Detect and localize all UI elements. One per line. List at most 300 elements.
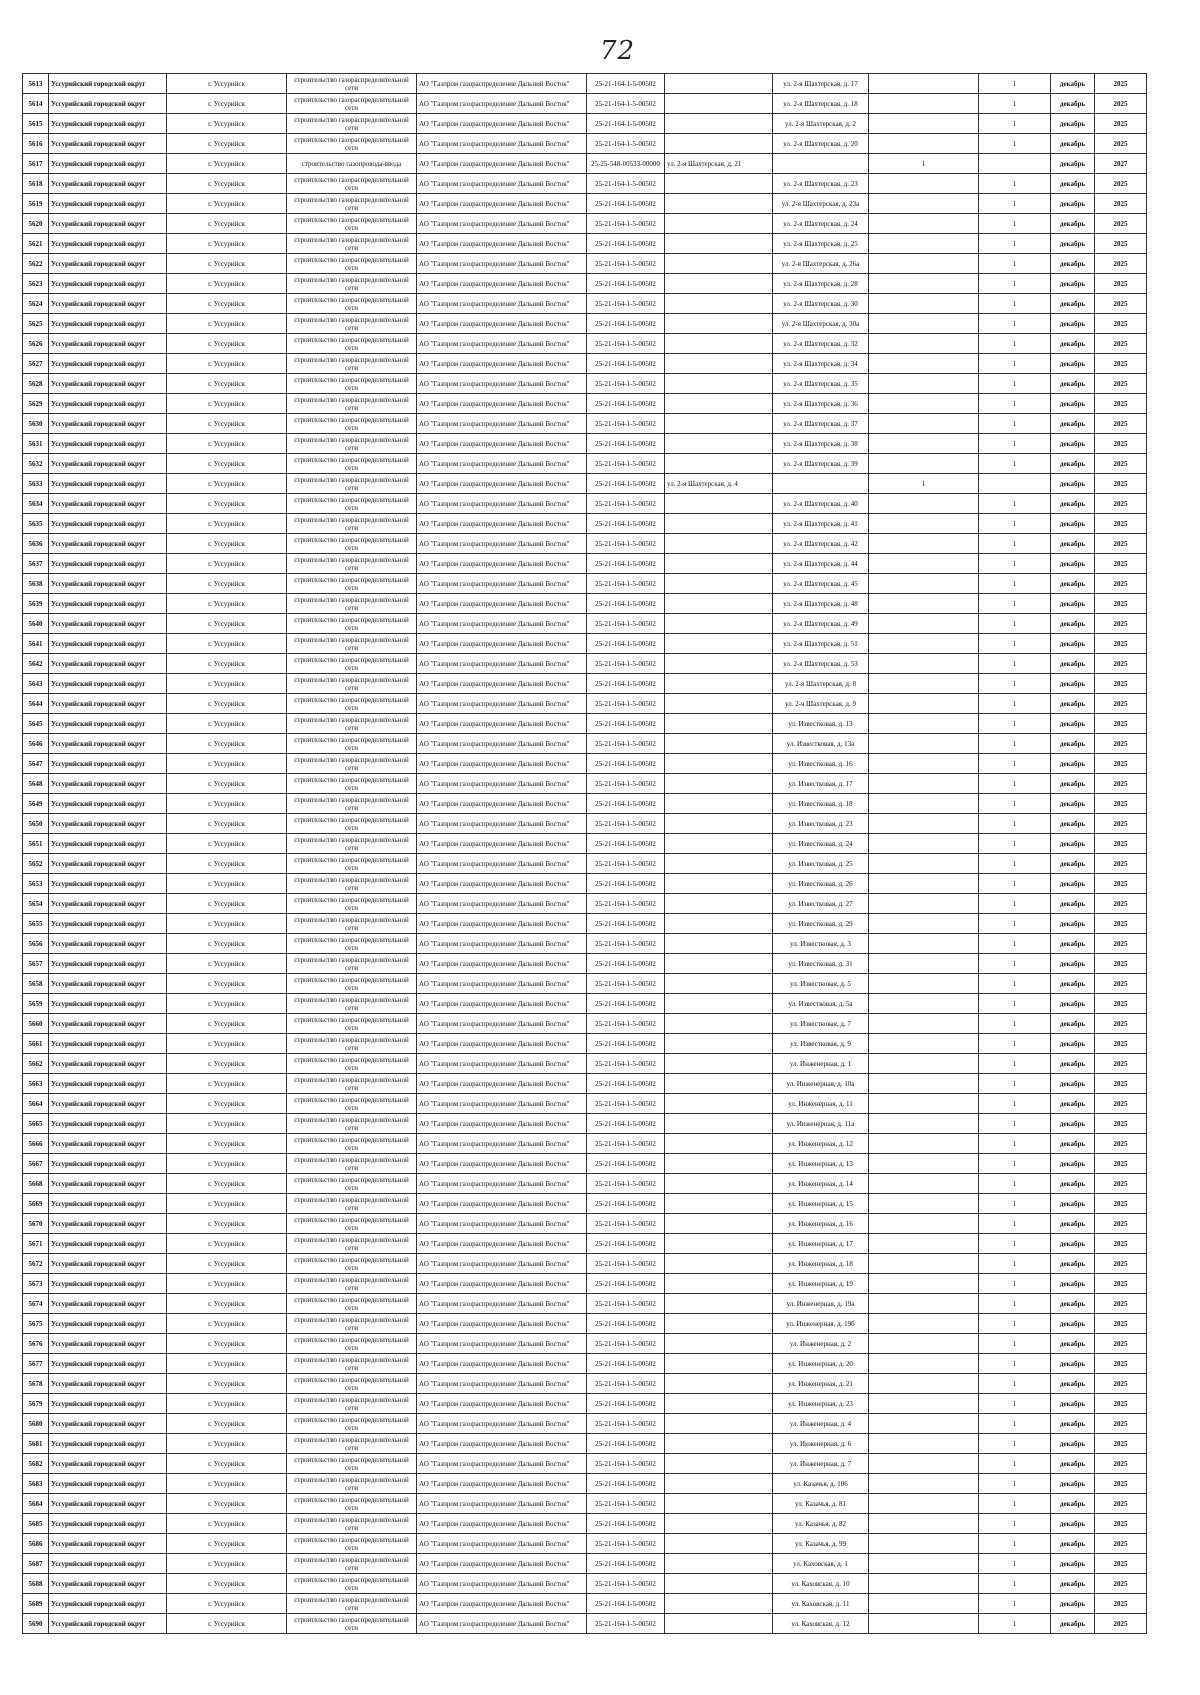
cadastral-code-cell: 25-21-164-1-5-00502 [587, 1134, 665, 1154]
organization-cell: АО "Газпром газораспределение Дальний Восток" [417, 674, 587, 694]
row-number: 5685 [23, 1514, 49, 1534]
organization-cell: АО "Газпром газораспределение Дальний Восток" [417, 1074, 587, 1094]
district-cell: Уссурийский городской округ [49, 1414, 167, 1434]
address-cell: ул. 2-я Шахтерская, д. 45 [773, 574, 869, 594]
address-cell [665, 514, 773, 534]
quantity-cell: 1 [979, 1054, 1051, 1074]
year-cell: 2025 [1095, 134, 1147, 154]
locality-cell: г. Уссурийск [167, 1174, 287, 1194]
address-cell: ул. Казачья, д. 99 [773, 1534, 869, 1554]
quantity-cell [869, 914, 979, 934]
locality-cell: г. Уссурийск [167, 854, 287, 874]
cadastral-code-cell: 25-21-164-1-5-00502 [587, 814, 665, 834]
address-cell: ул. Каховская, д. 1 [773, 1554, 869, 1574]
district-cell: Уссурийский городской округ [49, 1554, 167, 1574]
year-cell: 2025 [1095, 1534, 1147, 1554]
table-row [23, 634, 1147, 654]
quantity-cell: 1 [979, 734, 1051, 754]
locality-cell: г. Уссурийск [167, 254, 287, 274]
row-number: 5681 [23, 1434, 49, 1454]
district-cell: Уссурийский городской округ [49, 754, 167, 774]
row-number: 5622 [23, 254, 49, 274]
year-cell: 2025 [1095, 594, 1147, 614]
row-number: 5650 [23, 814, 49, 834]
address-cell [665, 1494, 773, 1514]
quantity-cell: 1 [979, 1574, 1051, 1594]
year-cell: 2025 [1095, 1274, 1147, 1294]
cadastral-code-cell: 25-21-164-1-5-00502 [587, 1394, 665, 1414]
address-cell: ул. 2-я Шахтерская, д. 18 [773, 94, 869, 114]
month-cell: декабрь [1051, 814, 1095, 834]
quantity-cell [869, 934, 979, 954]
address-cell: ул. Инженерная, д. 1 [773, 1054, 869, 1074]
work-type-cell: строительство газораспределительной сети [287, 474, 417, 494]
address-cell [665, 1614, 773, 1634]
year-cell: 2025 [1095, 74, 1147, 94]
district-cell: Уссурийский городской округ [49, 274, 167, 294]
month-cell: декабрь [1051, 754, 1095, 774]
locality-cell: г. Уссурийск [167, 674, 287, 694]
address-cell: ул. Известковая, д. 24 [773, 834, 869, 854]
month-cell: декабрь [1051, 1534, 1095, 1554]
quantity-cell: 1 [979, 994, 1051, 1014]
year-cell: 2025 [1095, 554, 1147, 574]
row-number: 5638 [23, 574, 49, 594]
work-type-cell: строительство газораспределительной сети [287, 1174, 417, 1194]
row-number: 5658 [23, 974, 49, 994]
quantity-cell [869, 214, 979, 234]
organization-cell: АО "Газпром газораспределение Дальний Восток" [417, 1514, 587, 1534]
locality-cell: г. Уссурийск [167, 694, 287, 714]
table-row [23, 314, 1147, 334]
year-cell: 2025 [1095, 1094, 1147, 1114]
district-cell: Уссурийский городской округ [49, 414, 167, 434]
organization-cell: АО "Газпром газораспределение Дальний Восток" [417, 894, 587, 914]
quantity-cell [869, 1114, 979, 1134]
address-cell [665, 874, 773, 894]
year-cell: 2025 [1095, 94, 1147, 114]
work-type-cell: строительство газораспределительной сети [287, 1074, 417, 1094]
row-number: 5677 [23, 1354, 49, 1374]
year-cell: 2025 [1095, 1394, 1147, 1414]
district-cell: Уссурийский городской округ [49, 914, 167, 934]
row-number: 5671 [23, 1234, 49, 1254]
quantity-cell: 1 [979, 1614, 1051, 1634]
address-cell: ул. Каховская, д. 10 [773, 1574, 869, 1594]
year-cell: 2025 [1095, 274, 1147, 294]
year-cell: 2025 [1095, 234, 1147, 254]
cadastral-code-cell: 25-21-164-1-5-00502 [587, 1514, 665, 1534]
row-number: 5653 [23, 874, 49, 894]
year-cell: 2025 [1095, 934, 1147, 954]
year-cell: 2025 [1095, 1154, 1147, 1174]
quantity-cell: 1 [979, 814, 1051, 834]
organization-cell: АО "Газпром газораспределение Дальний Восток" [417, 1394, 587, 1414]
month-cell: декабрь [1051, 1214, 1095, 1234]
quantity-cell [869, 1294, 979, 1314]
cadastral-code-cell: 25-21-164-1-5-00502 [587, 974, 665, 994]
quantity-cell [869, 974, 979, 994]
year-cell: 2025 [1095, 914, 1147, 934]
table-row [23, 594, 1147, 614]
address-cell [665, 1454, 773, 1474]
row-number: 5674 [23, 1294, 49, 1314]
month-cell: декабрь [1051, 1514, 1095, 1534]
work-type-cell: строительство газораспределительной сети [287, 1454, 417, 1474]
row-number: 5617 [23, 154, 49, 174]
year-cell: 2025 [1095, 674, 1147, 694]
district-cell: Уссурийский городской округ [49, 814, 167, 834]
locality-cell: г. Уссурийск [167, 454, 287, 474]
organization-cell: АО "Газпром газораспределение Дальний Восток" [417, 154, 587, 174]
work-type-cell: строительство газораспределительной сети [287, 514, 417, 534]
organization-cell: АО "Газпром газораспределение Дальний Восток" [417, 1154, 587, 1174]
locality-cell: г. Уссурийск [167, 1314, 287, 1334]
organization-cell: АО "Газпром газораспределение Дальний Восток" [417, 654, 587, 674]
year-cell: 2025 [1095, 194, 1147, 214]
quantity-cell: 1 [979, 714, 1051, 734]
address-cell [665, 1574, 773, 1594]
address-cell: ул. Инженерная, д. 6 [773, 1434, 869, 1454]
month-cell: декабрь [1051, 214, 1095, 234]
work-type-cell: строительство газораспределительной сети [287, 1534, 417, 1554]
year-cell: 2025 [1095, 1434, 1147, 1454]
locality-cell: г. Уссурийск [167, 794, 287, 814]
quantity-cell: 1 [979, 1154, 1051, 1174]
month-cell: декабрь [1051, 1494, 1095, 1514]
work-type-cell: строительство газораспределительной сети [287, 1034, 417, 1054]
address-cell [665, 714, 773, 734]
organization-cell: АО "Газпром газораспределение Дальний Восток" [417, 1334, 587, 1354]
locality-cell: г. Уссурийск [167, 1534, 287, 1554]
year-cell: 2025 [1095, 794, 1147, 814]
year-cell: 2025 [1095, 1254, 1147, 1274]
district-cell: Уссурийский городской округ [49, 154, 167, 174]
year-cell: 2025 [1095, 514, 1147, 534]
district-cell: Уссурийский городской округ [49, 494, 167, 514]
address-cell: ул. Известковая, д. 25 [773, 854, 869, 874]
address-cell [665, 814, 773, 834]
address-cell [665, 274, 773, 294]
organization-cell: АО "Газпром газораспределение Дальний Восток" [417, 194, 587, 214]
year-cell: 2025 [1095, 434, 1147, 454]
work-type-cell: строительство газораспределительной сети [287, 934, 417, 954]
row-number: 5613 [23, 74, 49, 94]
work-type-cell: строительство газораспределительной сети [287, 994, 417, 1014]
address-cell [665, 914, 773, 934]
table-row [23, 114, 1147, 134]
organization-cell: АО "Газпром газораспределение Дальний Восток" [417, 774, 587, 794]
work-type-cell: строительство газораспределительной сети [287, 1474, 417, 1494]
row-number: 5643 [23, 674, 49, 694]
cadastral-code-cell: 25-21-164-1-5-00502 [587, 1294, 665, 1314]
address-cell [773, 154, 869, 174]
year-cell: 2025 [1095, 1294, 1147, 1314]
organization-cell: АО "Газпром газораспределение Дальний Восток" [417, 414, 587, 434]
cadastral-code-cell: 25-21-164-1-5-00502 [587, 314, 665, 334]
organization-cell: АО "Газпром газораспределение Дальний Восток" [417, 1294, 587, 1314]
work-type-cell: строительство газораспределительной сети [287, 554, 417, 574]
year-cell: 2025 [1095, 1554, 1147, 1574]
address-cell [665, 594, 773, 614]
locality-cell: г. Уссурийск [167, 134, 287, 154]
district-cell: Уссурийский городской округ [49, 554, 167, 574]
address-cell [665, 1054, 773, 1074]
table-row [23, 574, 1147, 594]
locality-cell: г. Уссурийск [167, 1014, 287, 1034]
work-type-cell: строительство газораспределительной сети [287, 874, 417, 894]
year-cell: 2025 [1095, 894, 1147, 914]
work-type-cell: строительство газораспределительной сети [287, 1214, 417, 1234]
address-cell: ул. Известковая, д. 9 [773, 1034, 869, 1054]
organization-cell: АО "Газпром газораспределение Дальний Восток" [417, 474, 587, 494]
work-type-cell: строительство газораспределительной сети [287, 314, 417, 334]
work-type-cell: строительство газораспределительной сети [287, 214, 417, 234]
quantity-cell [869, 134, 979, 154]
row-number: 5672 [23, 1254, 49, 1274]
quantity-cell: 1 [979, 1314, 1051, 1334]
month-cell: декабрь [1051, 334, 1095, 354]
address-cell [665, 794, 773, 814]
table-row [23, 1174, 1147, 1194]
organization-cell: АО "Газпром газораспределение Дальний Восток" [417, 1234, 587, 1254]
address-cell: ул. Инженерная, д. 2 [773, 1334, 869, 1354]
row-number: 5655 [23, 914, 49, 934]
locality-cell: г. Уссурийск [167, 1214, 287, 1234]
address-cell [665, 1274, 773, 1294]
cadastral-code-cell: 25-21-164-1-5-00502 [587, 614, 665, 634]
district-cell: Уссурийский городской округ [49, 1274, 167, 1294]
work-type-cell: строительство газораспределительной сети [287, 1554, 417, 1574]
row-number: 5621 [23, 234, 49, 254]
month-cell: декабрь [1051, 574, 1095, 594]
organization-cell: АО "Газпром газораспределение Дальний Восток" [417, 274, 587, 294]
year-cell: 2025 [1095, 954, 1147, 974]
address-cell [665, 974, 773, 994]
cadastral-code-cell: 25-21-164-1-5-00502 [587, 414, 665, 434]
quantity-cell [869, 94, 979, 114]
month-cell: декабрь [1051, 354, 1095, 374]
row-number: 5645 [23, 714, 49, 734]
work-type-cell: строительство газораспределительной сети [287, 234, 417, 254]
quantity-cell: 1 [979, 274, 1051, 294]
district-cell: Уссурийский городской округ [49, 1394, 167, 1414]
quantity-cell [869, 794, 979, 814]
quantity-cell [869, 1354, 979, 1374]
table-row [23, 534, 1147, 554]
address-cell: ул. Инженерная, д. 12 [773, 1134, 869, 1154]
work-type-cell: строительство газораспределительной сети [287, 1434, 417, 1454]
organization-cell: АО "Газпром газораспределение Дальний Восток" [417, 1014, 587, 1034]
address-cell: ул. 2-я Шахтерская, д. 32 [773, 334, 869, 354]
work-type-cell: строительство газораспределительной сети [287, 1294, 417, 1314]
work-type-cell: строительство газораспределительной сети [287, 1234, 417, 1254]
work-type-cell: строительство газораспределительной сети [287, 954, 417, 974]
quantity-cell [869, 1534, 979, 1554]
address-cell [665, 1034, 773, 1054]
organization-cell: АО "Газпром газораспределение Дальний Восток" [417, 1214, 587, 1234]
cadastral-code-cell: 25-21-164-1-5-00502 [587, 1234, 665, 1254]
district-cell: Уссурийский городской округ [49, 134, 167, 154]
quantity-cell: 1 [979, 394, 1051, 414]
district-cell: Уссурийский городской округ [49, 974, 167, 994]
address-cell [665, 1014, 773, 1034]
organization-cell: АО "Газпром газораспределение Дальний Восток" [417, 1574, 587, 1594]
address-cell: ул. Известковая, д. 13а [773, 734, 869, 754]
address-cell [665, 1074, 773, 1094]
table-row [23, 1274, 1147, 1294]
address-cell: ул. 2-я Шахтерская, д. 8 [773, 674, 869, 694]
quantity-cell [869, 734, 979, 754]
year-cell: 2025 [1095, 1074, 1147, 1094]
row-number: 5619 [23, 194, 49, 214]
table-row [23, 74, 1147, 94]
cadastral-code-cell: 25-21-164-1-5-00502 [587, 654, 665, 674]
row-number: 5628 [23, 374, 49, 394]
table-row [23, 1354, 1147, 1374]
locality-cell: г. Уссурийск [167, 934, 287, 954]
organization-cell: АО "Газпром газораспределение Дальний Восток" [417, 874, 587, 894]
address-cell: ул. Инженерная, д. 20 [773, 1354, 869, 1374]
quantity-cell [869, 694, 979, 714]
quantity-cell: 1 [979, 1554, 1051, 1574]
quantity-cell: 1 [979, 174, 1051, 194]
work-type-cell: строительство газораспределительной сети [287, 1114, 417, 1134]
organization-cell: АО "Газпром газораспределение Дальний Восток" [417, 174, 587, 194]
year-cell: 2025 [1095, 1474, 1147, 1494]
address-cell: ул. Инженерная, д. 19а [773, 1294, 869, 1314]
address-cell [665, 554, 773, 574]
year-cell: 2025 [1095, 1354, 1147, 1374]
work-type-cell: строительство газораспределительной сети [287, 1154, 417, 1174]
table-row [23, 874, 1147, 894]
cadastral-code-cell: 25-21-164-1-5-00502 [587, 894, 665, 914]
table-row [23, 274, 1147, 294]
work-type-cell: строительство газораспределительной сети [287, 894, 417, 914]
quantity-cell [869, 1374, 979, 1394]
row-number: 5657 [23, 954, 49, 974]
cadastral-code-cell: 25-21-164-1-5-00502 [587, 874, 665, 894]
district-cell: Уссурийский городской округ [49, 1614, 167, 1634]
row-number: 5682 [23, 1454, 49, 1474]
district-cell: Уссурийский городской округ [49, 1094, 167, 1114]
organization-cell: АО "Газпром газораспределение Дальний Восток" [417, 1534, 587, 1554]
cadastral-code-cell: 25-21-164-1-5-00502 [587, 594, 665, 614]
month-cell: декабрь [1051, 234, 1095, 254]
quantity-cell: 1 [979, 1514, 1051, 1534]
organization-cell: АО "Газпром газораспределение Дальний Восток" [417, 1374, 587, 1394]
organization-cell: АО "Газпром газораспределение Дальний Восток" [417, 954, 587, 974]
quantity-cell: 1 [979, 1434, 1051, 1454]
organization-cell: АО "Газпром газораспределение Дальний Восток" [417, 634, 587, 654]
cadastral-code-cell: 25-21-164-1-5-00502 [587, 1074, 665, 1094]
month-cell: декабрь [1051, 454, 1095, 474]
address-cell: ул. Инженерная, д. 11 [773, 1094, 869, 1114]
address-cell [665, 1334, 773, 1354]
row-number: 5669 [23, 1194, 49, 1214]
address-cell: ул. 2-я Шахтерская, д. 35 [773, 374, 869, 394]
row-number: 5687 [23, 1554, 49, 1574]
quantity-cell: 1 [979, 1354, 1051, 1374]
quantity-cell: 1 [979, 494, 1051, 514]
quantity-cell: 1 [979, 934, 1051, 954]
address-cell [665, 1134, 773, 1154]
quantity-cell [869, 454, 979, 474]
locality-cell: г. Уссурийск [167, 94, 287, 114]
table-row [23, 894, 1147, 914]
organization-cell: АО "Газпром газораспределение Дальний Восток" [417, 1174, 587, 1194]
district-cell: Уссурийский городской округ [49, 1574, 167, 1594]
work-type-cell: строительство газораспределительной сети [287, 814, 417, 834]
address-cell [665, 494, 773, 514]
quantity-cell [869, 414, 979, 434]
table-row [23, 1054, 1147, 1074]
address-cell: ул. Каховская, д. 12 [773, 1614, 869, 1634]
cadastral-code-cell: 25-21-164-1-5-00502 [587, 354, 665, 374]
address-cell [665, 1214, 773, 1234]
district-cell: Уссурийский городской округ [49, 1534, 167, 1554]
quantity-cell [869, 1054, 979, 1074]
month-cell: декабрь [1051, 734, 1095, 754]
district-cell: Уссурийский городской округ [49, 1474, 167, 1494]
month-cell: декабрь [1051, 1354, 1095, 1374]
table-row [23, 734, 1147, 754]
quantity-cell: 1 [979, 1174, 1051, 1194]
month-cell: декабрь [1051, 194, 1095, 214]
locality-cell: г. Уссурийск [167, 1114, 287, 1134]
district-cell: Уссурийский городской округ [49, 394, 167, 414]
organization-cell: АО "Газпром газораспределение Дальний Восток" [417, 974, 587, 994]
locality-cell: г. Уссурийск [167, 274, 287, 294]
locality-cell: г. Уссурийск [167, 414, 287, 434]
table-row [23, 954, 1147, 974]
row-number: 5679 [23, 1394, 49, 1414]
address-cell: ул. 2-я Шахтерская, д. 40 [773, 494, 869, 514]
quantity-cell [869, 1134, 979, 1154]
month-cell: декабрь [1051, 174, 1095, 194]
address-cell [665, 334, 773, 354]
address-cell: ул. Инженерная, д. 15 [773, 1194, 869, 1214]
address-cell: ул. 2-я Шахтерская, д. 23а [773, 194, 869, 214]
quantity-cell [869, 1414, 979, 1434]
address-cell: ул. Известковая, д. 31 [773, 954, 869, 974]
address-cell: ул. 2-я Шахтерская, д. 20 [773, 134, 869, 154]
table-row [23, 1314, 1147, 1334]
locality-cell: г. Уссурийск [167, 74, 287, 94]
cadastral-code-cell: 25-21-164-1-5-00502 [587, 1054, 665, 1074]
quantity-cell: 1 [979, 1014, 1051, 1034]
address-cell [665, 854, 773, 874]
locality-cell: г. Уссурийск [167, 654, 287, 674]
work-type-cell: строительство газораспределительной сети [287, 594, 417, 614]
month-cell: декабрь [1051, 934, 1095, 954]
organization-cell: АО "Газпром газораспределение Дальний Восток" [417, 454, 587, 474]
district-cell: Уссурийский городской округ [49, 434, 167, 454]
year-cell: 2025 [1095, 214, 1147, 234]
locality-cell: г. Уссурийск [167, 1274, 287, 1294]
year-cell: 2025 [1095, 1514, 1147, 1534]
table-row [23, 1134, 1147, 1154]
row-number: 5642 [23, 654, 49, 674]
month-cell: декабрь [1051, 674, 1095, 694]
cadastral-code-cell: 25-21-164-1-5-00502 [587, 734, 665, 754]
locality-cell: г. Уссурийск [167, 1454, 287, 1474]
district-cell: Уссурийский городской округ [49, 194, 167, 214]
district-cell: Уссурийский городской округ [49, 734, 167, 754]
year-cell: 2025 [1095, 574, 1147, 594]
locality-cell: г. Уссурийск [167, 1594, 287, 1614]
quantity-cell: 1 [979, 134, 1051, 154]
